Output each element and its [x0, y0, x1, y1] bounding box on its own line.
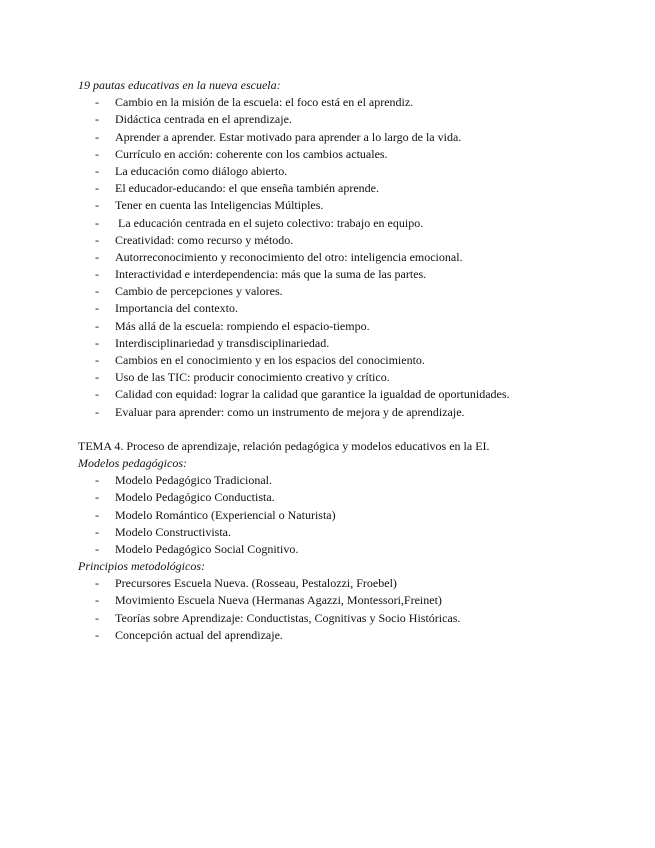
list-item-text: Calidad con equidad: lograr la calidad que garantice la igualdad de oportunidades.: [115, 387, 510, 402]
list-item: [78, 283, 638, 300]
list-item-text: Autorreconocimiento y reconocimiento del otro: inteligencia emocional.: [115, 249, 463, 264]
list-item: [78, 575, 638, 592]
list-item-text: Cambio en la misión de la escuela: el foco está en el aprendiz.: [115, 95, 414, 110]
bullet-dash: -: [95, 232, 99, 247]
tema-title: TEMA 4. Proceso de aprendizaje, relación pedagógica y modelos educativos en la EI.: [78, 438, 490, 453]
list-item-text: Modelo Pedagógico Social Cognitivo.: [115, 541, 299, 556]
list-item: [78, 215, 638, 232]
list-item: [78, 541, 638, 558]
list-item-text: Teorías sobre Aprendizaje: Conductistas, Cognitivas y Socio Históricas.: [115, 610, 461, 625]
list-item-text: Modelo Pedagógico Conductista.: [115, 490, 275, 505]
section-spacer: [78, 421, 638, 438]
list-item: [78, 507, 638, 524]
list-item-text: Evaluar para aprender: como un instrumento de mejora y de aprendizaje.: [115, 404, 465, 419]
list-item-text: Modelo Romántico (Experiencial o Naturista): [115, 507, 336, 522]
list-item: [78, 318, 638, 335]
bullet-dash: -: [95, 318, 99, 333]
bullet-dash: -: [95, 112, 99, 127]
list-item: [78, 610, 638, 627]
section1-heading: 19 pautas educativas en la nueva escuela:: [78, 78, 281, 92]
list-item: [78, 592, 638, 609]
bullet-dash: -: [95, 404, 99, 419]
list-item-text: La educación centrada en el sujeto colectivo: trabajo en equipo.: [115, 215, 424, 230]
bullet-dash: -: [95, 249, 99, 264]
bullet-dash: -: [95, 163, 99, 178]
bullet-dash: -: [95, 198, 99, 213]
list-item: [78, 111, 638, 128]
list-item: [78, 163, 638, 180]
list-item: [78, 129, 638, 146]
list-item: [78, 386, 638, 403]
bullet-dash: -: [95, 284, 99, 299]
pautas-list: [78, 94, 638, 421]
models-list: [78, 472, 638, 558]
list-item-text: Cambios en el conocimiento y en los espacios del conocimiento.: [115, 353, 425, 367]
bullet-dash: -: [95, 335, 99, 350]
list-item: [78, 489, 638, 506]
list-item-text: Interdisciplinariedad y transdisciplinariedad.: [115, 335, 330, 350]
list-item-text: Currículo en acción: coherente con los cambios actuales.: [115, 146, 388, 161]
list-item-text: Creatividad: como recurso y método.: [115, 232, 294, 247]
bullet-dash: -: [95, 387, 99, 402]
list-item-text: Cambio de percepciones y valores.: [115, 284, 283, 299]
list-item: [78, 249, 638, 266]
list-item-text: Aprender a aprender. Estar motivado para aprender a lo largo de la vida.: [115, 129, 462, 144]
list-item: [78, 266, 638, 283]
list-item: [78, 197, 638, 214]
list-item-text: Modelo Constructivista.: [115, 524, 231, 539]
list-item-text: Uso de las TIC: producir conocimiento creativo y crítico.: [115, 370, 390, 385]
bullet-dash: -: [95, 610, 99, 625]
models-heading: Modelos pedagógicos:: [78, 455, 187, 470]
principles-heading: Principios metodológicos:: [78, 559, 205, 574]
list-item: [78, 232, 638, 249]
list-item: [78, 300, 638, 317]
list-item: [78, 94, 638, 111]
bullet-dash: -: [95, 473, 99, 488]
bullet-dash: -: [95, 181, 99, 196]
bullet-dash: -: [95, 490, 99, 505]
list-item-text: Movimiento Escuela Nueva (Hermanas Agazzi, Montessori,Freinet): [115, 593, 442, 608]
list-item: [78, 369, 638, 386]
bullet-dash: -: [95, 215, 99, 230]
list-item-text: Concepción actual del aprendizaje.: [115, 627, 283, 642]
bullet-dash: -: [95, 507, 99, 522]
bullet-dash: -: [95, 627, 99, 642]
list-item-text: Precursores Escuela Nueva. (Rosseau, Pestalozzi, Froebel): [115, 576, 397, 591]
bullet-dash: -: [95, 129, 99, 144]
bullet-dash: -: [95, 541, 99, 556]
bullet-dash: -: [95, 267, 99, 282]
list-item-text: Modelo Pedagógico Tradicional.: [115, 473, 272, 488]
bullet-dash: -: [95, 593, 99, 608]
list-item: [78, 472, 638, 489]
list-item-text: Tener en cuenta las Inteligencias Múltiples.: [115, 198, 324, 213]
bullet-dash: -: [95, 301, 99, 316]
list-item: [78, 352, 638, 369]
list-item: [78, 146, 638, 163]
document-page: [78, 77, 638, 644]
list-item-text: Didáctica centrada en el aprendizaje.: [115, 112, 292, 127]
bullet-dash: -: [95, 95, 99, 110]
bullet-dash: -: [95, 146, 99, 161]
list-item: [78, 404, 638, 421]
list-item-text: Interactividad e interdependencia: más que la suma de las partes.: [115, 267, 427, 282]
list-item: [78, 524, 638, 541]
list-item: [78, 627, 638, 644]
bullet-dash: -: [95, 353, 99, 367]
bullet-dash: -: [95, 576, 99, 591]
list-item-text: La educación como diálogo abierto.: [115, 163, 288, 178]
bullet-dash: -: [95, 524, 99, 539]
list-item: [78, 180, 638, 197]
list-item-text: Importancia del contexto.: [115, 301, 238, 316]
principles-list: [78, 575, 638, 644]
list-item-text: Más allá de la escuela: rompiendo el espacio-tiempo.: [115, 318, 370, 333]
bullet-dash: -: [95, 370, 99, 385]
list-item-text: El educador-educando: el que enseña también aprende.: [115, 181, 379, 196]
list-item: [78, 335, 638, 352]
